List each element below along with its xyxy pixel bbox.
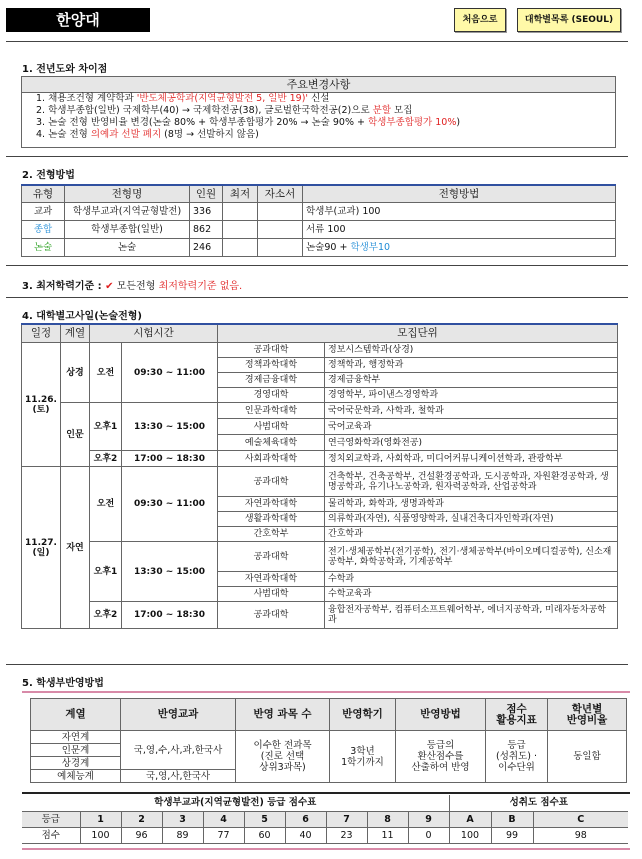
section-divider <box>6 297 628 298</box>
grade-label: 등급 <box>22 811 80 827</box>
college-cell: 공과대학 <box>218 467 325 497</box>
pink-rule <box>22 691 630 693</box>
date-cell: 11.26. (토) <box>22 343 61 467</box>
method-cell: 논술90 + 학생부10 <box>303 239 616 257</box>
change-item-2: 2. 학생부종합(일반) 국제학부(40) → 국제학전공(38), 글로벌한국학전공(2)으로 분할 모집 <box>36 105 413 116</box>
unit-cell: 간호학과 <box>325 527 618 542</box>
change-box <box>21 76 616 148</box>
college-cell: 생활과학대학 <box>218 512 325 527</box>
table-row <box>22 343 618 358</box>
achievement-score-title: 성취도 점수표 <box>449 795 628 811</box>
college-cell: 예술체육대학 <box>218 435 325 451</box>
term-cell: 3학년 1학기까지 <box>330 731 396 783</box>
col-type: 유형 <box>22 185 65 203</box>
subjects-cell: 국,영,수,사,과,한국사 <box>121 731 236 770</box>
achievement-cell: A <box>449 811 491 827</box>
col-units: 모집단위 <box>218 324 618 343</box>
name-cell: 논술 <box>65 239 190 257</box>
count-cell: 336 <box>190 203 223 221</box>
unit-cell: 전기·생체공학부(전기공학), 전기·생체공학부(바이오메디컬공학), 신소재공학부, 화학공학과, 기계공학부 <box>325 542 618 572</box>
session-cell: 오전 <box>90 343 122 403</box>
college-cell: 인문과학대학 <box>218 403 325 419</box>
unit-cell: 수학교육과 <box>325 587 618 602</box>
type-cell: 종합 <box>22 221 65 239</box>
col-minimum: 최저 <box>223 185 258 203</box>
score-row <box>22 827 628 843</box>
unit-cell: 물리학과, 화학과, 생명과학과 <box>325 497 618 512</box>
check-icon: ✔ <box>105 281 114 292</box>
group-cell: 상경 <box>61 343 90 403</box>
achievement-score-cell: 98 <box>533 827 628 843</box>
time-cell: 13:30 ~ 15:00 <box>122 542 218 602</box>
university-list-button[interactable]: 대학별목록 (SEOUL) <box>517 8 621 32</box>
achievement-cell: C <box>533 811 628 827</box>
grade-score-table <box>22 795 628 844</box>
col-method: 전형방법 <box>303 185 616 203</box>
grade-cell: 2 <box>121 811 162 827</box>
section-2-title: 2. 전형방법 <box>22 170 75 181</box>
unit-cell: 연극영화학과(영화전공) <box>325 435 618 451</box>
page-title: 한양대 <box>6 8 150 32</box>
college-cell: 공과대학 <box>218 343 325 358</box>
college-cell: 자연과학대학 <box>218 572 325 587</box>
unit-cell: 국어국문학과, 사학과, 철학과 <box>325 403 618 419</box>
subject-count-cell: 이수한 전과목 (진로 선택 상위3과목) <box>236 731 330 783</box>
session-cell: 오후1 <box>90 542 122 602</box>
grade-cell: 4 <box>203 811 244 827</box>
table-row <box>22 239 616 257</box>
header-divider <box>6 41 628 42</box>
grade-score-title: 학생부교과(지역균형발전) 등급 점수표 <box>22 795 449 811</box>
series-cell: 예체능계 <box>31 770 121 783</box>
unit-cell: 수학과 <box>325 572 618 587</box>
change-item-4: 4. 논술 전형 의예과 선발 폐지 (8명 → 선발하지 않음) <box>36 129 259 140</box>
name-cell: 학생부종합(일반) <box>65 221 190 239</box>
table-row <box>22 451 618 467</box>
table-row <box>31 731 627 744</box>
unit-cell: 경제금융학부 <box>325 373 618 388</box>
date-cell: 11.27. (일) <box>22 467 61 629</box>
col-subject-count: 반영 과목 수 <box>236 699 330 731</box>
col-name: 전형명 <box>65 185 190 203</box>
method-cell: 서류 100 <box>303 221 616 239</box>
section-3: 3. 최저학력기준 : ✔ 모든전형 최저학력기준 없음. <box>22 281 243 292</box>
count-cell: 862 <box>190 221 223 239</box>
time-cell: 17:00 ~ 18:30 <box>122 602 218 629</box>
section-1-title: 1. 전년도와 차이점 <box>22 64 108 75</box>
session-cell: 오전 <box>90 467 122 542</box>
score-cell: 100 <box>80 827 121 843</box>
col-method: 반영방법 <box>396 699 486 731</box>
unit-cell: 경영학부, 파이낸스경영학과 <box>325 388 618 403</box>
series-cell: 상경계 <box>31 757 121 770</box>
grade-cell: 5 <box>244 811 285 827</box>
score-cell: 0 <box>408 827 449 843</box>
section-divider <box>6 156 628 157</box>
grade-cell: 9 <box>408 811 449 827</box>
session-cell: 오후2 <box>90 602 122 629</box>
time-cell: 17:00 ~ 18:30 <box>122 451 218 467</box>
table-row <box>22 221 616 239</box>
table-row <box>22 542 618 572</box>
time-cell: 09:30 ~ 11:00 <box>122 467 218 542</box>
count-cell: 246 <box>190 239 223 257</box>
grade-cell: 8 <box>367 811 408 827</box>
exam-schedule-table <box>21 323 618 629</box>
achievement-score-cell: 100 <box>449 827 491 843</box>
score-label: 점수 <box>22 827 80 843</box>
type-cell: 교과 <box>22 203 65 221</box>
score-cell: 96 <box>121 827 162 843</box>
section-divider <box>6 664 628 665</box>
score-cell: 40 <box>285 827 326 843</box>
first-page-button[interactable]: 처음으로 <box>454 8 506 32</box>
subjects-cell: 국,영,사,한국사 <box>121 770 236 783</box>
series-cell: 자연계 <box>31 731 121 744</box>
time-cell: 09:30 ~ 11:00 <box>122 343 218 403</box>
score-rule <box>22 792 630 794</box>
grade-cell: 6 <box>285 811 326 827</box>
series-cell: 인문계 <box>31 744 121 757</box>
section-4-title: 4. 대학별고사일(논술전형) <box>22 311 142 322</box>
table-row <box>22 203 616 221</box>
name-cell: 학생부교과(지역균형발전) <box>65 203 190 221</box>
change-item-3: 3. 논술 전형 반영비율 변경(논술 80% + 학생부종합평가 20% → 논술 90% + 학생부종합평가 10%) <box>36 117 461 128</box>
session-cell: 오후1 <box>90 403 122 451</box>
session-cell: 오후2 <box>90 451 122 467</box>
college-cell: 사범대학 <box>218 587 325 602</box>
ratio-cell: 동일함 <box>548 731 627 783</box>
score-cell: 23 <box>326 827 367 843</box>
achievement-cell: B <box>491 811 533 827</box>
col-index: 점수 활용지표 <box>486 699 548 731</box>
score-cell: 77 <box>203 827 244 843</box>
college-cell: 정책과학대학 <box>218 358 325 373</box>
record-method-table <box>30 698 627 783</box>
time-cell: 13:30 ~ 15:00 <box>122 403 218 451</box>
score-cell: 89 <box>162 827 203 843</box>
col-essay: 자소서 <box>258 185 303 203</box>
index-cell: 등급 (성취도) · 이수단위 <box>486 731 548 783</box>
grade-cell: 3 <box>162 811 203 827</box>
college-cell: 경제금융대학 <box>218 373 325 388</box>
col-time: 시험시간 <box>90 324 218 343</box>
college-cell: 경영대학 <box>218 388 325 403</box>
grade-cell: 7 <box>326 811 367 827</box>
unit-cell: 정보시스템학과(상경) <box>325 343 618 358</box>
college-cell: 자연과학대학 <box>218 497 325 512</box>
method-cell: 학생부(교과) 100 <box>303 203 616 221</box>
section-5-title: 5. 학생부반영방법 <box>22 678 104 689</box>
college-cell: 간호학부 <box>218 527 325 542</box>
col-ratio: 학년별 반영비율 <box>548 699 627 731</box>
achievement-score-cell: 99 <box>491 827 533 843</box>
group-cell: 인문 <box>61 403 90 467</box>
unit-cell: 정책학과, 행정학과 <box>325 358 618 373</box>
table-row <box>22 403 618 419</box>
college-cell: 사범대학 <box>218 419 325 435</box>
table-row <box>22 602 618 629</box>
col-date: 일정 <box>22 324 61 343</box>
grade-cell: 1 <box>80 811 121 827</box>
college-cell: 공과대학 <box>218 542 325 572</box>
col-subjects: 반영교과 <box>121 699 236 731</box>
col-count: 인원 <box>190 185 223 203</box>
col-series: 계열 <box>31 699 121 731</box>
admission-type-table <box>21 184 616 257</box>
college-cell: 공과대학 <box>218 602 325 629</box>
table-row <box>22 467 618 497</box>
unit-cell: 의류학과(자연), 식품영양학과, 실내건축디자인학과(자연) <box>325 512 618 527</box>
type-cell: 논술 <box>22 239 65 257</box>
unit-cell: 건축학부, 건축공학부, 건설환경공학과, 도시공학과, 자원환경공학과, 생명공학과, 유기나노공학과, 원자력공학과, 산업공학과 <box>325 467 618 497</box>
unit-cell: 융합전자공학부, 컴퓨터소프트웨어학부, 에너지공학과, 미래자동차공학과 <box>325 602 618 629</box>
pink-rule <box>22 848 630 850</box>
score-cell: 11 <box>367 827 408 843</box>
unit-cell: 정치외교학과, 사회학과, 미디어커뮤니케이션학과, 관광학부 <box>325 451 618 467</box>
group-cell: 자연 <box>61 467 90 629</box>
col-group: 계열 <box>61 324 90 343</box>
col-term: 반영학기 <box>330 699 396 731</box>
grade-row <box>22 811 628 827</box>
section-divider <box>6 265 628 266</box>
college-cell: 사회과학대학 <box>218 451 325 467</box>
change-item-1: 1. 채용조건형 계약학과 '반도체공학과(지역균형발전 5, 일반 19)' 신설 <box>36 93 330 104</box>
unit-cell: 국어교육과 <box>325 419 618 435</box>
change-box-title: 주요변경사항 <box>22 77 615 93</box>
score-cell: 60 <box>244 827 285 843</box>
method-cell: 등급의 환산점수를 산출하여 반영 <box>396 731 486 783</box>
